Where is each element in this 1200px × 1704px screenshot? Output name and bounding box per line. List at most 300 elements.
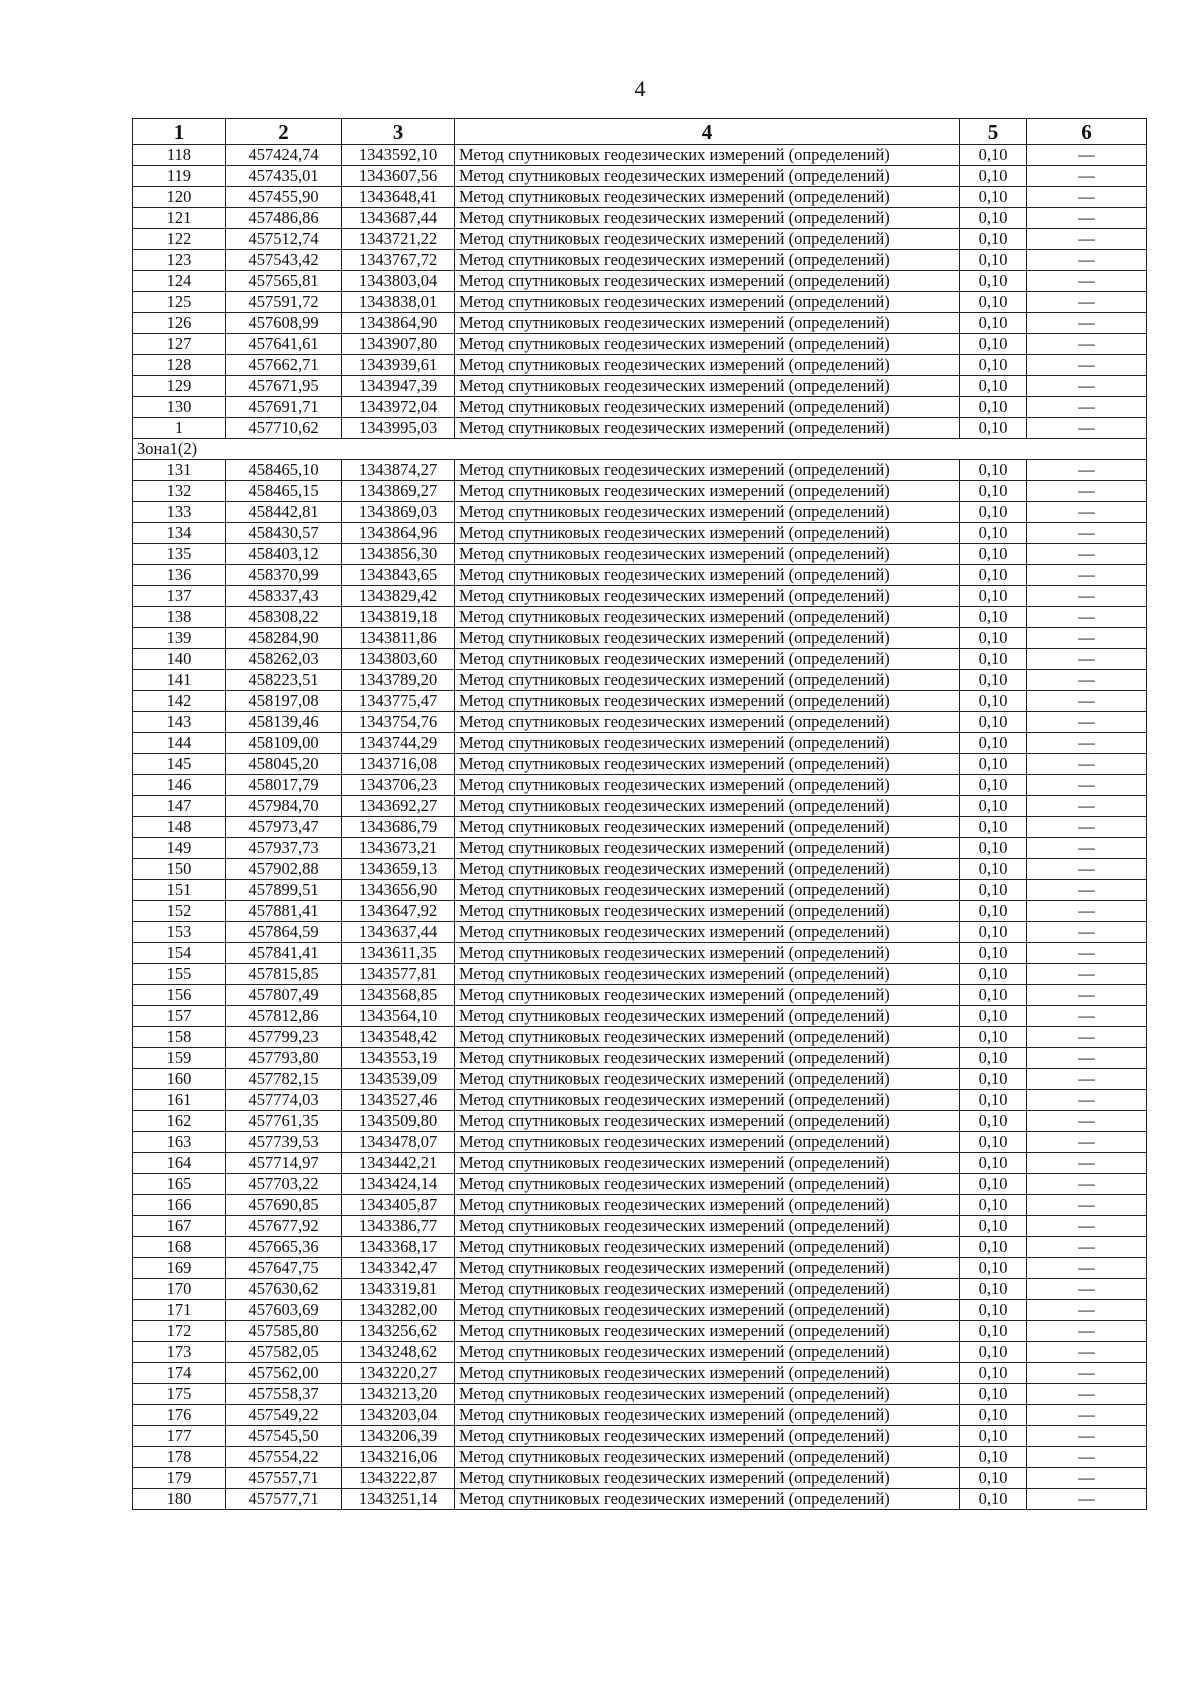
method-cell: Метод спутниковых геодезических измерений (определений): [455, 901, 960, 922]
coordinate-y: 1343256,62: [342, 1321, 455, 1342]
coordinate-x: 458442,81: [226, 502, 342, 523]
coordinate-x: 457690,85: [226, 1195, 342, 1216]
point-number: 151: [133, 880, 226, 901]
coordinate-x: 457562,00: [226, 1363, 342, 1384]
dash-cell: —: [1027, 691, 1147, 712]
coordinate-y: 1343539,09: [342, 1069, 455, 1090]
accuracy-cell: 0,10: [960, 1132, 1027, 1153]
method-cell: Метод спутниковых геодезических измерений (определений): [455, 859, 960, 880]
accuracy-cell: 0,10: [960, 1048, 1027, 1069]
coordinate-x: 457807,49: [226, 985, 342, 1006]
column-header-3: 3: [342, 119, 455, 145]
dash-cell: —: [1027, 418, 1147, 439]
column-header-1: 1: [133, 119, 226, 145]
coordinate-y: 1343843,65: [342, 565, 455, 586]
coordinate-x: 457937,73: [226, 838, 342, 859]
dash-cell: —: [1027, 1384, 1147, 1405]
table-row: [133, 187, 1147, 208]
accuracy-cell: 0,10: [960, 943, 1027, 964]
point-number: 174: [133, 1363, 226, 1384]
method-cell: Метод спутниковых геодезических измерений (определений): [455, 229, 960, 250]
point-number: 170: [133, 1279, 226, 1300]
coordinate-x: 457799,23: [226, 1027, 342, 1048]
accuracy-cell: 0,10: [960, 1195, 1027, 1216]
column-header-6: 6: [1027, 119, 1147, 145]
column-header-5: 5: [960, 119, 1027, 145]
coordinate-x: 457677,92: [226, 1216, 342, 1237]
method-cell: Метод спутниковых геодезических измерений (определений): [455, 733, 960, 754]
coordinate-x: 458017,79: [226, 775, 342, 796]
dash-cell: —: [1027, 1279, 1147, 1300]
accuracy-cell: 0,10: [960, 922, 1027, 943]
accuracy-cell: 0,10: [960, 334, 1027, 355]
coordinate-y: 1343673,21: [342, 838, 455, 859]
table-row: [133, 1195, 1147, 1216]
accuracy-cell: 0,10: [960, 607, 1027, 628]
accuracy-cell: 0,10: [960, 754, 1027, 775]
method-cell: Метод спутниковых геодезических измерений (определений): [455, 1195, 960, 1216]
coordinate-x: 457603,69: [226, 1300, 342, 1321]
dash-cell: —: [1027, 1237, 1147, 1258]
coordinate-x: 457608,99: [226, 313, 342, 334]
dash-cell: —: [1027, 1447, 1147, 1468]
dash-cell: —: [1027, 397, 1147, 418]
dash-cell: —: [1027, 334, 1147, 355]
coordinate-x: 457714,97: [226, 1153, 342, 1174]
method-cell: Метод спутниковых геодезических измерений (определений): [455, 1090, 960, 1111]
point-number: 124: [133, 271, 226, 292]
method-cell: Метод спутниковых геодезических измерений (определений): [455, 1384, 960, 1405]
coordinate-y: 1343424,14: [342, 1174, 455, 1195]
point-number: 173: [133, 1342, 226, 1363]
coordinate-x: 457984,70: [226, 796, 342, 817]
accuracy-cell: 0,10: [960, 292, 1027, 313]
coordinate-x: 458370,99: [226, 565, 342, 586]
accuracy-cell: 0,10: [960, 1090, 1027, 1111]
accuracy-cell: 0,10: [960, 1258, 1027, 1279]
accuracy-cell: 0,10: [960, 376, 1027, 397]
coordinate-y: 1343251,14: [342, 1489, 455, 1510]
coordinate-y: 1343203,04: [342, 1405, 455, 1426]
point-number: 165: [133, 1174, 226, 1195]
point-number: 175: [133, 1384, 226, 1405]
dash-cell: —: [1027, 880, 1147, 901]
coordinate-y: 1343864,96: [342, 523, 455, 544]
table-row: [133, 901, 1147, 922]
method-cell: Метод спутниковых геодезических измерений (определений): [455, 1279, 960, 1300]
coordinate-y: 1343656,90: [342, 880, 455, 901]
coordinate-y: 1343548,42: [342, 1027, 455, 1048]
table-row: [133, 733, 1147, 754]
dash-cell: —: [1027, 943, 1147, 964]
method-cell: Метод спутниковых геодезических измерений (определений): [455, 145, 960, 166]
point-number: 125: [133, 292, 226, 313]
point-number: 126: [133, 313, 226, 334]
dash-cell: —: [1027, 1405, 1147, 1426]
point-number: 171: [133, 1300, 226, 1321]
accuracy-cell: 0,10: [960, 1363, 1027, 1384]
table-row: [133, 1132, 1147, 1153]
coordinate-x: 457641,61: [226, 334, 342, 355]
table-row: [133, 292, 1147, 313]
dash-cell: —: [1027, 754, 1147, 775]
accuracy-cell: 0,10: [960, 712, 1027, 733]
zone-row: [133, 439, 1147, 460]
coordinate-x: 458337,43: [226, 586, 342, 607]
accuracy-cell: 0,10: [960, 565, 1027, 586]
point-number: 127: [133, 334, 226, 355]
dash-cell: —: [1027, 838, 1147, 859]
dash-cell: —: [1027, 376, 1147, 397]
point-number: 166: [133, 1195, 226, 1216]
dash-cell: —: [1027, 985, 1147, 1006]
column-header-4: 4: [455, 119, 960, 145]
coordinate-x: 457761,35: [226, 1111, 342, 1132]
method-cell: Метод спутниковых геодезических измерений (определений): [455, 1132, 960, 1153]
coordinate-y: 1343368,17: [342, 1237, 455, 1258]
coordinate-x: 458284,90: [226, 628, 342, 649]
table-row: [133, 670, 1147, 691]
point-number: 141: [133, 670, 226, 691]
accuracy-cell: 0,10: [960, 397, 1027, 418]
dash-cell: —: [1027, 1363, 1147, 1384]
accuracy-cell: 0,10: [960, 208, 1027, 229]
accuracy-cell: 0,10: [960, 418, 1027, 439]
dash-cell: —: [1027, 502, 1147, 523]
point-number: 132: [133, 481, 226, 502]
table-row: [133, 1426, 1147, 1447]
coordinate-y: 1343222,87: [342, 1468, 455, 1489]
coordinate-x: 457793,80: [226, 1048, 342, 1069]
dash-cell: —: [1027, 628, 1147, 649]
coordinate-y: 1343939,61: [342, 355, 455, 376]
coordinate-x: 457665,36: [226, 1237, 342, 1258]
accuracy-cell: 0,10: [960, 1279, 1027, 1300]
accuracy-cell: 0,10: [960, 1111, 1027, 1132]
point-number: 148: [133, 817, 226, 838]
method-cell: Метод спутниковых геодезических измерений (определений): [455, 1447, 960, 1468]
coordinate-x: 457486,86: [226, 208, 342, 229]
method-cell: Метод спутниковых геодезических измерений (определений): [455, 376, 960, 397]
point-number: 119: [133, 166, 226, 187]
dash-cell: —: [1027, 145, 1147, 166]
coordinate-x: 457565,81: [226, 271, 342, 292]
coordinate-y: 1343319,81: [342, 1279, 455, 1300]
coordinate-y: 1343527,46: [342, 1090, 455, 1111]
accuracy-cell: 0,10: [960, 1384, 1027, 1405]
coordinate-x: 458223,51: [226, 670, 342, 691]
coordinate-y: 1343248,62: [342, 1342, 455, 1363]
accuracy-cell: 0,10: [960, 229, 1027, 250]
table-row: [133, 1258, 1147, 1279]
accuracy-cell: 0,10: [960, 523, 1027, 544]
coordinate-x: 458109,00: [226, 733, 342, 754]
table-row: [133, 838, 1147, 859]
accuracy-cell: 0,10: [960, 1489, 1027, 1510]
method-cell: Метод спутниковых геодезических измерений (определений): [455, 586, 960, 607]
table-row: [133, 397, 1147, 418]
dash-cell: —: [1027, 460, 1147, 481]
method-cell: Метод спутниковых геодезических измерений (определений): [455, 607, 960, 628]
dash-cell: —: [1027, 1069, 1147, 1090]
method-cell: Метод спутниковых геодезических измерений (определений): [455, 166, 960, 187]
point-number: 160: [133, 1069, 226, 1090]
point-number: 131: [133, 460, 226, 481]
coordinate-x: 457864,59: [226, 922, 342, 943]
coordinate-x: 457691,71: [226, 397, 342, 418]
point-number: 178: [133, 1447, 226, 1468]
point-number: 162: [133, 1111, 226, 1132]
point-number: 150: [133, 859, 226, 880]
accuracy-cell: 0,10: [960, 859, 1027, 880]
accuracy-cell: 0,10: [960, 670, 1027, 691]
accuracy-cell: 0,10: [960, 880, 1027, 901]
table-row: [133, 544, 1147, 565]
point-number: 163: [133, 1132, 226, 1153]
point-number: 152: [133, 901, 226, 922]
coordinate-y: 1343611,35: [342, 943, 455, 964]
coordinate-y: 1343386,77: [342, 1216, 455, 1237]
coordinate-x: 458465,15: [226, 481, 342, 502]
method-cell: Метод спутниковых геодезических измерений (определений): [455, 1426, 960, 1447]
table-row: [133, 1111, 1147, 1132]
accuracy-cell: 0,10: [960, 733, 1027, 754]
point-number: 158: [133, 1027, 226, 1048]
table-row: [133, 754, 1147, 775]
coordinate-y: 1343789,20: [342, 670, 455, 691]
coordinate-y: 1343637,44: [342, 922, 455, 943]
dash-cell: —: [1027, 712, 1147, 733]
coordinate-x: 458045,20: [226, 754, 342, 775]
coordinate-y: 1343647,92: [342, 901, 455, 922]
table-row: [133, 1321, 1147, 1342]
method-cell: Метод спутниковых геодезических измерений (определений): [455, 1216, 960, 1237]
point-number: 143: [133, 712, 226, 733]
coordinate-x: 457812,86: [226, 1006, 342, 1027]
dash-cell: —: [1027, 859, 1147, 880]
table-row: [133, 1174, 1147, 1195]
table-row: [133, 691, 1147, 712]
point-number: 177: [133, 1426, 226, 1447]
coordinate-y: 1343972,04: [342, 397, 455, 418]
coordinate-x: 457899,51: [226, 880, 342, 901]
dash-cell: —: [1027, 1090, 1147, 1111]
page-number: 4: [634, 76, 646, 101]
accuracy-cell: 0,10: [960, 817, 1027, 838]
point-number: 153: [133, 922, 226, 943]
dash-cell: —: [1027, 1027, 1147, 1048]
coordinate-x: 457585,80: [226, 1321, 342, 1342]
coordinate-x: 458197,08: [226, 691, 342, 712]
table-row: [133, 460, 1147, 481]
column-header-2: 2: [226, 119, 342, 145]
coordinate-y: 1343706,23: [342, 775, 455, 796]
coordinate-x: 458403,12: [226, 544, 342, 565]
point-number: 130: [133, 397, 226, 418]
dash-cell: —: [1027, 1300, 1147, 1321]
table-row: [133, 1384, 1147, 1405]
coordinate-x: 457739,53: [226, 1132, 342, 1153]
table-row: [133, 943, 1147, 964]
dash-cell: —: [1027, 208, 1147, 229]
zone-label: Зона1(2): [133, 439, 1147, 460]
dash-cell: —: [1027, 187, 1147, 208]
method-cell: Метод спутниковых геодезических измерений (определений): [455, 565, 960, 586]
coordinate-y: 1343907,80: [342, 334, 455, 355]
accuracy-cell: 0,10: [960, 502, 1027, 523]
table-row: [133, 628, 1147, 649]
accuracy-cell: 0,10: [960, 1405, 1027, 1426]
header-row: [133, 119, 1147, 145]
table-row: [133, 313, 1147, 334]
coordinate-y: 1343829,42: [342, 586, 455, 607]
dash-cell: —: [1027, 250, 1147, 271]
coordinate-x: 458262,03: [226, 649, 342, 670]
coordinate-y: 1343342,47: [342, 1258, 455, 1279]
dash-cell: —: [1027, 313, 1147, 334]
accuracy-cell: 0,10: [960, 691, 1027, 712]
dash-cell: —: [1027, 1216, 1147, 1237]
point-number: 159: [133, 1048, 226, 1069]
table-row: [133, 1027, 1147, 1048]
accuracy-cell: 0,10: [960, 1153, 1027, 1174]
coordinate-y: 1343216,06: [342, 1447, 455, 1468]
dash-cell: —: [1027, 1153, 1147, 1174]
table-row: [133, 1216, 1147, 1237]
point-number: 146: [133, 775, 226, 796]
point-number: 118: [133, 145, 226, 166]
accuracy-cell: 0,10: [960, 1300, 1027, 1321]
coordinate-y: 1343803,60: [342, 649, 455, 670]
accuracy-cell: 0,10: [960, 796, 1027, 817]
coordinate-x: 458465,10: [226, 460, 342, 481]
method-cell: Метод спутниковых геодезических измерений (определений): [455, 1363, 960, 1384]
table-row: [133, 817, 1147, 838]
accuracy-cell: 0,10: [960, 187, 1027, 208]
table-row: [133, 1048, 1147, 1069]
coordinate-x: 457647,75: [226, 1258, 342, 1279]
accuracy-cell: 0,10: [960, 985, 1027, 1006]
method-cell: Метод спутниковых геодезических измерений (определений): [455, 838, 960, 859]
dash-cell: —: [1027, 733, 1147, 754]
dash-cell: —: [1027, 271, 1147, 292]
point-number: 149: [133, 838, 226, 859]
method-cell: Метод спутниковых геодезических измерений (определений): [455, 292, 960, 313]
dash-cell: —: [1027, 775, 1147, 796]
method-cell: Метод спутниковых геодезических измерений (определений): [455, 943, 960, 964]
accuracy-cell: 0,10: [960, 1216, 1027, 1237]
point-number: 136: [133, 565, 226, 586]
accuracy-cell: 0,10: [960, 838, 1027, 859]
table-row: [133, 334, 1147, 355]
coordinate-x: 457582,05: [226, 1342, 342, 1363]
coordinate-y: 1343819,18: [342, 607, 455, 628]
point-number: 156: [133, 985, 226, 1006]
dash-cell: —: [1027, 481, 1147, 502]
point-number: 123: [133, 250, 226, 271]
coordinate-x: 457630,62: [226, 1279, 342, 1300]
method-cell: Метод спутниковых геодезических измерений (определений): [455, 628, 960, 649]
dash-cell: —: [1027, 229, 1147, 250]
accuracy-cell: 0,10: [960, 355, 1027, 376]
coordinate-x: 457973,47: [226, 817, 342, 838]
method-cell: Метод спутниковых геодезических измерений (определений): [455, 1489, 960, 1510]
dash-cell: —: [1027, 544, 1147, 565]
coordinate-x: 457545,50: [226, 1426, 342, 1447]
dash-cell: —: [1027, 670, 1147, 691]
accuracy-cell: 0,10: [960, 145, 1027, 166]
method-cell: Метод спутниковых геодезических измерений (определений): [455, 187, 960, 208]
accuracy-cell: 0,10: [960, 166, 1027, 187]
coordinate-x: 457557,71: [226, 1468, 342, 1489]
method-cell: Метод спутниковых геодезических измерений (определений): [455, 313, 960, 334]
dash-cell: —: [1027, 964, 1147, 985]
coordinate-y: 1343568,85: [342, 985, 455, 1006]
point-number: 134: [133, 523, 226, 544]
coordinate-y: 1343692,27: [342, 796, 455, 817]
point-number: 167: [133, 1216, 226, 1237]
method-cell: Метод спутниковых геодезических измерений (определений): [455, 1342, 960, 1363]
dash-cell: —: [1027, 1342, 1147, 1363]
table-row: [133, 166, 1147, 187]
coordinate-x: 458308,22: [226, 607, 342, 628]
dash-cell: —: [1027, 922, 1147, 943]
coordinate-x: 457554,22: [226, 1447, 342, 1468]
method-cell: Метод спутниковых геодезических измерений (определений): [455, 1069, 960, 1090]
coordinate-x: 457881,41: [226, 901, 342, 922]
table-row: [133, 1342, 1147, 1363]
point-number: 133: [133, 502, 226, 523]
dash-cell: —: [1027, 565, 1147, 586]
coordinate-y: 1343811,86: [342, 628, 455, 649]
table-row: [133, 1489, 1147, 1510]
dash-cell: —: [1027, 1426, 1147, 1447]
dash-cell: —: [1027, 1006, 1147, 1027]
table-body: [133, 145, 1147, 1510]
coordinate-x: 457815,85: [226, 964, 342, 985]
point-number: 122: [133, 229, 226, 250]
dash-cell: —: [1027, 817, 1147, 838]
coordinate-y: 1343577,81: [342, 964, 455, 985]
accuracy-cell: 0,10: [960, 1321, 1027, 1342]
coordinate-y: 1343659,13: [342, 859, 455, 880]
coordinate-y: 1343509,80: [342, 1111, 455, 1132]
coordinate-y: 1343803,04: [342, 271, 455, 292]
point-number: 147: [133, 796, 226, 817]
point-number: 176: [133, 1405, 226, 1426]
table-row: [133, 1447, 1147, 1468]
coordinate-y: 1343775,47: [342, 691, 455, 712]
table-row: [133, 523, 1147, 544]
dash-cell: —: [1027, 166, 1147, 187]
coordinate-x: 457543,42: [226, 250, 342, 271]
method-cell: Метод спутниковых геодезических измерений (определений): [455, 523, 960, 544]
point-number: 168: [133, 1237, 226, 1258]
accuracy-cell: 0,10: [960, 271, 1027, 292]
accuracy-cell: 0,10: [960, 901, 1027, 922]
coordinate-y: 1343592,10: [342, 145, 455, 166]
method-cell: Метод спутниковых геодезических измерений (определений): [455, 1006, 960, 1027]
method-cell: Метод спутниковых геодезических измерений (определений): [455, 1174, 960, 1195]
coordinate-y: 1343206,39: [342, 1426, 455, 1447]
table-row: [133, 586, 1147, 607]
method-cell: Метод спутниковых геодезических измерений (определений): [455, 397, 960, 418]
coordinate-x: 457512,74: [226, 229, 342, 250]
table-row: [133, 796, 1147, 817]
point-number: 120: [133, 187, 226, 208]
point-number: 157: [133, 1006, 226, 1027]
point-number: 140: [133, 649, 226, 670]
